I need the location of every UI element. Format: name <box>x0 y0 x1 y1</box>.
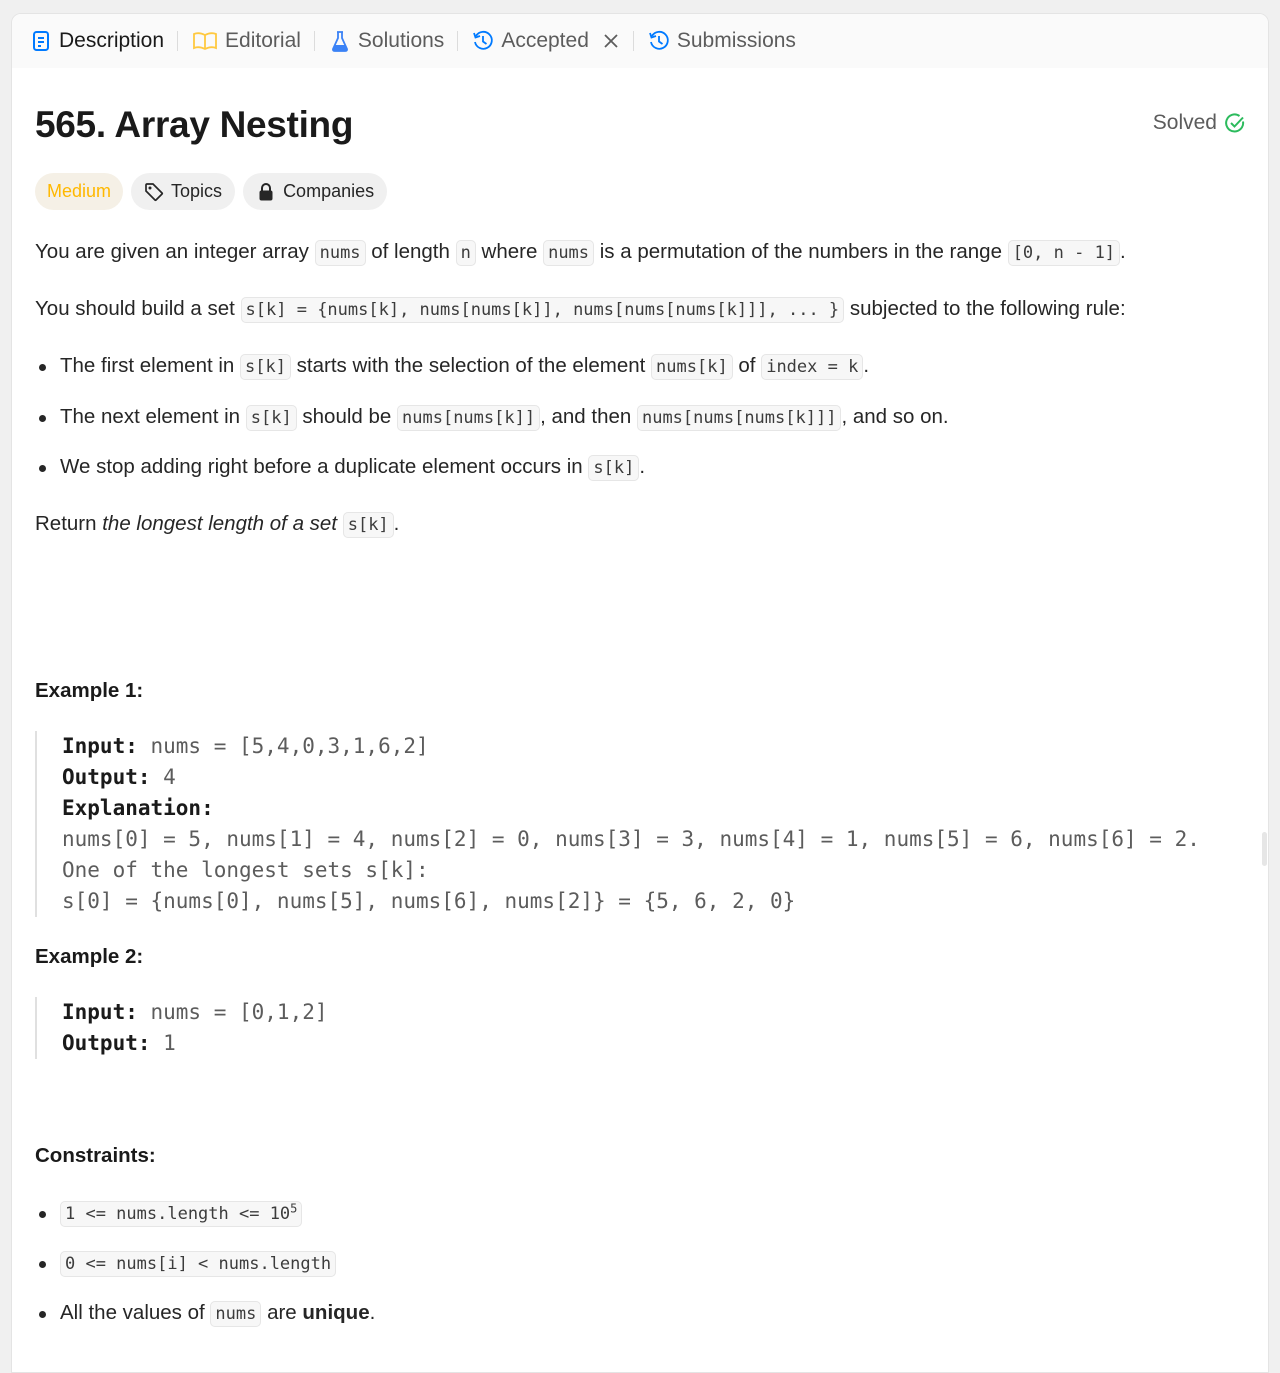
bullet-dot <box>39 364 46 371</box>
text: are <box>261 1301 303 1324</box>
problem-panel <box>11 13 1269 1373</box>
inline-code: s[k] <box>246 405 297 431</box>
text: . <box>863 354 870 377</box>
text: The next element in <box>60 405 246 428</box>
tab-divider <box>177 31 178 51</box>
inline-code: s[k] <box>240 354 291 380</box>
text: starts with the selection of the element <box>290 354 652 377</box>
text: . <box>639 455 646 478</box>
text: . <box>369 1301 376 1324</box>
text: Return <box>35 512 103 535</box>
bullet-dot <box>39 1311 46 1318</box>
tab-description[interactable] <box>30 14 164 68</box>
close-icon[interactable] <box>602 32 620 50</box>
inline-code: s[k] = {nums[k], nums[nums[k]], nums[nums[nums[k]]], ... } <box>241 297 845 323</box>
bullet-dot <box>39 1261 46 1268</box>
companies-label: Companies <box>283 181 375 201</box>
text: . <box>393 512 400 535</box>
text: of <box>732 354 762 377</box>
inline-code: [0, n - 1] <box>1008 240 1120 266</box>
tag-icon <box>144 182 164 202</box>
superscript: 5 <box>290 1201 298 1216</box>
text: is a permutation of the numbers in the range <box>594 240 1008 263</box>
companies-button[interactable] <box>243 173 387 210</box>
constraints-title: Constraints: <box>35 1144 156 1167</box>
book-icon <box>192 30 218 52</box>
bullet-dot <box>39 1211 46 1218</box>
text: of length <box>365 240 456 263</box>
output-value: 1 <box>150 1031 176 1055</box>
tab-label: Submissions <box>676 29 796 52</box>
description-paragraph <box>35 237 1126 268</box>
inline-code: s[k] <box>588 455 639 481</box>
inline-code: nums[nums[nums[k]]] <box>637 405 841 431</box>
text: You are given an integer array <box>35 240 315 263</box>
history-icon <box>648 30 670 52</box>
bullet-dot <box>39 415 46 422</box>
input-label: Input: <box>62 1000 138 1024</box>
input-value: nums = [5,4,0,3,1,6,2] <box>137 734 429 758</box>
solved-label: Solved <box>1152 111 1217 134</box>
inline-code: nums <box>315 240 366 266</box>
text: should be <box>296 405 398 428</box>
text: where <box>475 240 544 263</box>
input-value: nums = [0,1,2] <box>137 1000 328 1024</box>
inline-code: nums <box>210 1301 261 1327</box>
explanation-line: nums[0] = 5, nums[1] = 4, nums[2] = 0, nums[3] = 3, nums[4] = 1, nums[5] = 6, nums[6] = 2. <box>62 827 1200 851</box>
tab-accepted[interactable] <box>472 14 620 68</box>
inline-code <box>60 1201 302 1227</box>
inline-code: nums[k] <box>651 354 733 380</box>
solved-status <box>1153 111 1246 135</box>
output-label: Output: <box>62 1031 151 1055</box>
difficulty-badge <box>35 173 123 210</box>
text: , and so on. <box>841 405 949 428</box>
tab-label: Editorial <box>225 29 301 52</box>
topics-label: Topics <box>171 181 223 201</box>
tab-divider <box>457 31 458 51</box>
inline-code: index = k <box>761 354 863 380</box>
constraint-text: 1 <= nums.length <= 10 <box>65 1204 291 1224</box>
return-paragraph <box>35 509 399 540</box>
history-icon <box>472 30 494 52</box>
bold-text: unique <box>302 1301 370 1324</box>
tab-divider <box>633 31 634 51</box>
explanation-line: One of the longest sets s[k]: <box>62 858 429 882</box>
text: subjected to the following rule: <box>844 297 1126 320</box>
tab-label: Description <box>59 29 165 52</box>
lock-icon <box>256 182 276 202</box>
tag-chips <box>35 173 387 210</box>
difficulty-label: Medium <box>47 181 112 201</box>
tab-label: Solutions <box>357 29 445 52</box>
tab-solutions[interactable] <box>329 14 444 68</box>
scrollbar-handle[interactable] <box>1262 832 1267 866</box>
text: . <box>1120 240 1126 263</box>
output-value: 4 <box>150 765 176 789</box>
inline-code: nums <box>543 240 594 266</box>
tab-label: Accepted <box>501 29 589 52</box>
topics-button[interactable] <box>131 173 235 210</box>
text: The first element in <box>60 354 241 377</box>
check-circle-icon <box>1224 112 1246 134</box>
input-label: Input: <box>62 734 138 758</box>
text: , and then <box>540 405 637 428</box>
inline-code: 0 <= nums[i] < nums.length <box>60 1251 336 1277</box>
text: We stop adding right before a duplicate element occurs in <box>60 455 589 478</box>
inline-code: nums[nums[k]] <box>397 405 540 431</box>
text: All the values of <box>60 1301 211 1324</box>
tab-editorial[interactable] <box>192 14 301 68</box>
tab-bar <box>12 14 1268 68</box>
explanation-label: Explanation: <box>62 796 214 820</box>
document-icon <box>30 30 52 52</box>
tab-submissions[interactable] <box>648 14 796 68</box>
example-1-title: Example 1: <box>35 679 144 702</box>
description-paragraph <box>35 294 1126 325</box>
example-2-title: Example 2: <box>35 945 144 968</box>
output-label: Output: <box>62 765 151 789</box>
flask-icon <box>329 30 351 52</box>
example-1-block <box>35 731 1200 917</box>
problem-title[interactable]: 565. Array Nesting <box>35 104 354 145</box>
text: You should build a set <box>35 297 241 320</box>
bullet-dot <box>39 465 46 472</box>
inline-code: n <box>456 240 476 266</box>
emphasis-text: the longest length of a set <box>102 512 343 535</box>
explanation-line: s[0] = {nums[0], nums[5], nums[6], nums[2]} = {5, 6, 2, 0} <box>62 889 796 913</box>
example-2-block <box>35 997 328 1059</box>
inline-code: s[k] <box>343 512 394 538</box>
tab-divider <box>314 31 315 51</box>
